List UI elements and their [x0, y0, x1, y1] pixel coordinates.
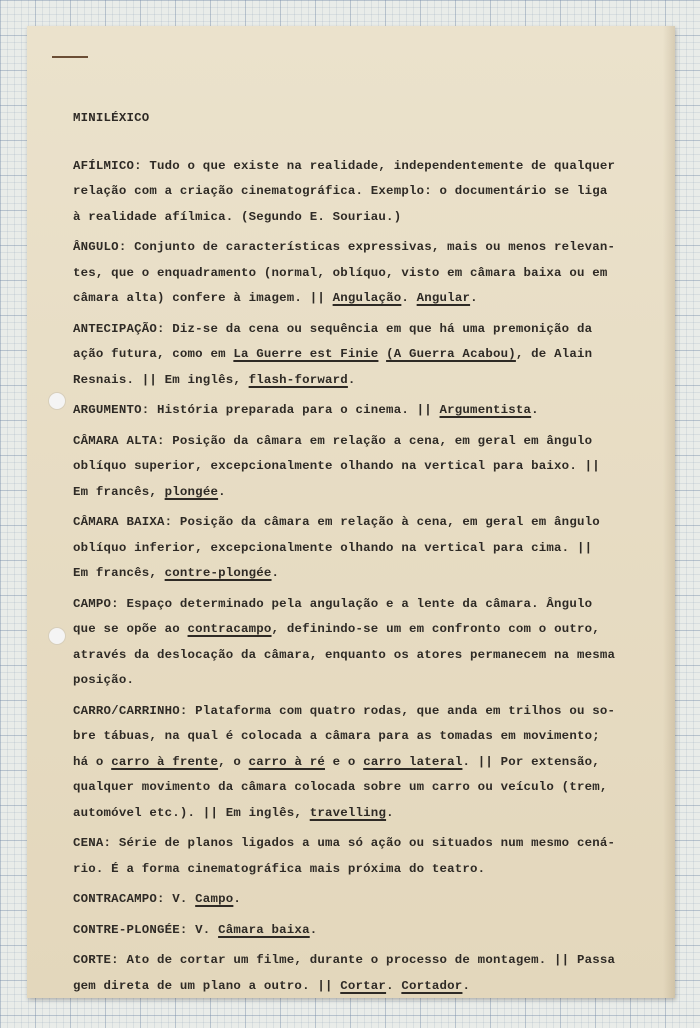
- underlined-term: Câmara baixa: [218, 922, 310, 937]
- entry-line: [73, 974, 633, 1000]
- entry-line: [73, 510, 633, 536]
- entry-text: .: [531, 403, 539, 417]
- entry-line: [73, 831, 633, 857]
- entry-text: .: [386, 978, 402, 993]
- entry-line: [73, 536, 633, 562]
- entry-text: , definindo-se um em confronto com o outro,: [271, 622, 600, 636]
- entry-line: [73, 317, 633, 343]
- glossary-entry: [73, 510, 633, 587]
- glossary-entry: [73, 235, 633, 312]
- underlined-term: Argumentista: [439, 403, 532, 417]
- glossary-entry: [73, 154, 633, 231]
- underlined-term: Angular: [416, 291, 471, 305]
- entry-text: .: [218, 484, 226, 499]
- entry-line: [73, 342, 633, 368]
- entry-line: [73, 480, 633, 506]
- entry-text: .: [462, 978, 471, 993]
- entry-line: [73, 179, 633, 205]
- entry-text: .: [386, 805, 394, 820]
- entry-line: [73, 617, 633, 643]
- entry-text: CÂMARA ALTA: Posição da câmara em relação a cena, em geral em ângulo: [73, 433, 593, 448]
- glossary-document: [73, 106, 633, 1004]
- glossary-entry: [73, 429, 633, 506]
- entry-text: Resnais. || Em inglês,: [73, 372, 249, 387]
- entry-text: qualquer movimento da câmara colocada sobre um carro ou veículo (trem,: [73, 780, 608, 794]
- entry-text: oblíquo inferior, excepcionalmente olhando na vertical para cima. ||: [73, 540, 593, 555]
- entry-line: [73, 429, 633, 455]
- entry-text: tes, que o enquadramento (normal, oblíquo, visto em câmara baixa ou em: [73, 265, 608, 280]
- entry-text: relação com a criação cinematográfica. Exemplo: o documentário se liga: [73, 184, 608, 198]
- entry-line: [73, 643, 633, 669]
- entry-text: ação futura, como em: [73, 347, 234, 361]
- entry-text: , o: [218, 754, 249, 769]
- entry-text: rio. É a forma cinematográfica mais próxima do teatro.: [73, 861, 486, 876]
- entry-text: automóvel etc.). || Em inglês,: [73, 805, 310, 820]
- entry-text: ÂNGULO: Conjunto de características expressivas, mais ou menos relevan-: [73, 240, 616, 254]
- underlined-term: contracampo: [187, 622, 272, 636]
- underlined-term: Angulação: [332, 291, 402, 305]
- entry-text: oblíquo superior, excepcionalmente olhando na vertical para baixo. ||: [73, 459, 600, 473]
- entry-text: CONTRACAMPO: V.: [73, 892, 196, 906]
- entry-text: CORTE: Ato de cortar um filme, durante o processo de montagem. || Passa: [73, 953, 616, 967]
- glossary-entry: [73, 699, 633, 827]
- entry-line: [73, 775, 633, 801]
- entry-text: há o: [73, 754, 112, 769]
- entry-line: [73, 857, 633, 883]
- glossary-entry: [73, 831, 633, 882]
- entry-text: ANTECIPAÇÃO: Diz-se da cena ou sequência em que há uma premonição da: [73, 321, 593, 336]
- entry-line: [73, 261, 633, 287]
- punch-hole: [48, 627, 66, 645]
- entry-text: CARRO/CARRINHO: Plataforma com quatro rodas, que anda em trilhos ou so-: [73, 703, 616, 718]
- entry-text: CÂMARA BAIXA: Posição da câmara em relação à cena, em geral em ângulo: [73, 515, 600, 529]
- entry-line: [73, 724, 633, 750]
- entry-line: [73, 154, 633, 180]
- underlined-term: Campo: [195, 892, 234, 906]
- entry-text: gem direta de um plano a outro. ||: [73, 978, 341, 993]
- underlined-term: (A Guerra Acabou): [386, 347, 516, 361]
- glossary-entry: [73, 398, 633, 424]
- entry-line: [73, 699, 633, 725]
- entry-text: através da deslocação da câmara, enquanto os atores permanecem na mesma: [73, 647, 616, 662]
- entry-text: .: [347, 372, 356, 387]
- entry-line: [73, 454, 633, 480]
- glossary-entry: [73, 918, 633, 944]
- underlined-term: plongée: [164, 484, 219, 499]
- entry-text: [378, 347, 386, 361]
- document-title: MINILÉXICO: [73, 111, 150, 125]
- underlined-term: flash-forward: [248, 372, 348, 387]
- entry-text: Em francês,: [73, 566, 165, 580]
- entry-text: câmara alta) confere à imagem. ||: [73, 291, 333, 305]
- entry-text: AFÍLMICO: Tudo o que existe na realidade, independentemente de qualquer: [73, 158, 616, 173]
- underlined-term: carro lateral: [363, 754, 463, 769]
- entry-text: à realidade afílmica. (Segundo E. Souriau.): [73, 209, 402, 224]
- entry-line: [73, 235, 633, 261]
- entry-text: CENA: Série de planos ligados a uma só ação ou situados num mesmo cená-: [73, 836, 616, 850]
- punch-hole: [48, 392, 66, 410]
- entry-line: [73, 368, 633, 394]
- underlined-term: carro à frente: [111, 754, 219, 769]
- entry-line: [73, 887, 633, 913]
- entry-text: posição.: [73, 673, 135, 687]
- entry-text: CONTRE-PLONGÉE: V.: [73, 922, 219, 937]
- entry-text: .: [233, 892, 241, 906]
- entry-line: [73, 398, 633, 424]
- entry-line: [73, 205, 633, 231]
- entry-text: .: [401, 291, 417, 305]
- entry-line: [73, 948, 633, 974]
- glossary-entry: [73, 592, 633, 694]
- glossary-entry: [73, 317, 633, 394]
- glossary-entries: [73, 154, 633, 1000]
- entry-line: [73, 592, 633, 618]
- entry-text: bre tábuas, na qual é colocada a câmara para as tomadas em movimento;: [73, 729, 600, 743]
- underlined-term: Cortar: [340, 978, 387, 993]
- entry-line: [73, 668, 633, 694]
- entry-line: [73, 750, 633, 776]
- page-mark: [52, 56, 88, 58]
- entry-text: , de Alain: [515, 347, 593, 361]
- entry-line: [73, 801, 633, 827]
- entry-text: Em francês,: [73, 484, 165, 499]
- underlined-term: La Guerre est Finie: [233, 347, 379, 361]
- entry-text: .: [271, 566, 280, 580]
- entry-text: .: [309, 922, 318, 937]
- glossary-entry: [73, 948, 633, 999]
- entry-text: CAMPO: Espaço determinado pela angulação e a lente da câmara. Ângulo: [73, 596, 593, 611]
- entry-text: que se opõe ao: [73, 622, 188, 636]
- glossary-entry: [73, 887, 633, 913]
- underlined-term: Cortador: [401, 978, 463, 993]
- entry-text: e o: [325, 754, 364, 769]
- underlined-term: contre-plongée: [164, 566, 272, 580]
- entry-text: .: [470, 291, 478, 305]
- entry-line: [73, 561, 633, 587]
- entry-text: ARGUMENTO: História preparada para o cinema. ||: [73, 403, 440, 417]
- entry-line: [73, 286, 633, 312]
- entry-text: . || Por extensão,: [462, 754, 600, 769]
- underlined-term: travelling: [309, 805, 387, 820]
- underlined-term: carro à ré: [248, 754, 325, 769]
- entry-line: [73, 918, 633, 944]
